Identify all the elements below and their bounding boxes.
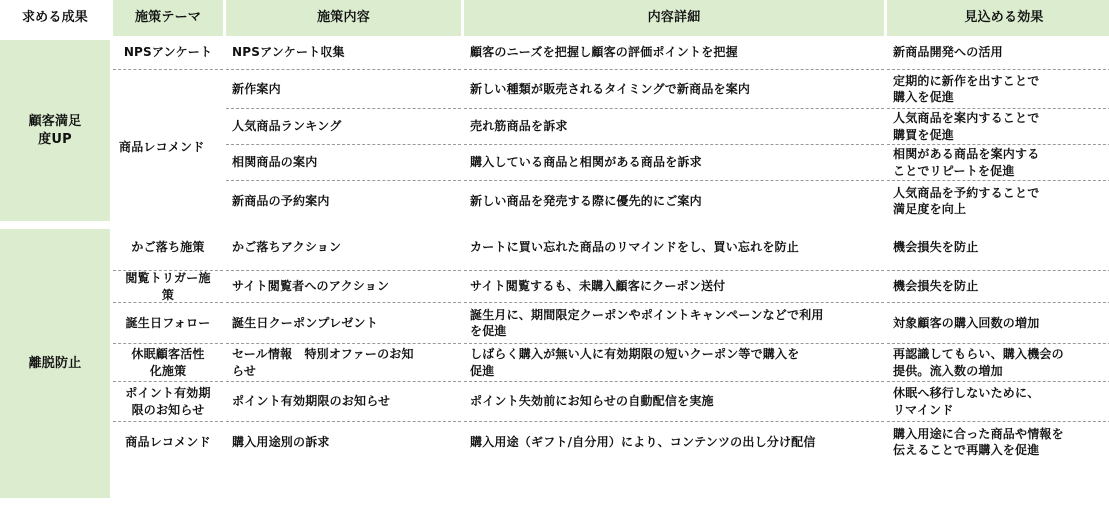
detail-cell: サイト閲覧するも、未購入顧客にクーポン送付 <box>464 271 884 303</box>
detail-cell: 購入している商品と相関がある商品を訴求 <box>464 145 884 181</box>
measure-cell: 相関商品の案内 <box>226 145 461 181</box>
effect-cell: 休眠へ移行しないために、 リマインド <box>887 382 1109 422</box>
header-theme: 施策テーマ <box>113 0 223 36</box>
detail-cell: カートに買い忘れた商品のリマインドをし、買い忘れを防止 <box>464 225 884 271</box>
measure-cell: セール情報 特別オファーのお知 らせ <box>226 344 461 382</box>
measure-cell: 購入用途別の訴求 <box>232 434 330 449</box>
effect-cell: 機会損失を防止 <box>887 271 1109 303</box>
theme-recommend-2: 商品レコメンド <box>125 434 211 449</box>
detail-cell: しばらく購入が無い人に有効期限の短いクーポン等で購入を 促進 <box>464 344 884 382</box>
header-measure: 施策内容 <box>226 0 461 36</box>
measure-cell: サイト閲覧者へのアクション <box>226 271 461 303</box>
theme-recommend: 商品レコメンド <box>119 140 205 155</box>
header-effect: 見込める効果 <box>887 0 1109 36</box>
effect-cell: 対象顧客の購入回数の増加 <box>887 303 1109 344</box>
detail-cell: 新しい種類が販売されるタイミングで新商品を案内 <box>464 70 884 109</box>
detail-cell: 誕生月に、期間限定クーポンやポイントキャンペーンなどで利用 を促進 <box>464 303 884 344</box>
goal-satisfaction: 顧客満足 度UP <box>0 40 110 221</box>
measure-cell: NPSアンケート収集 <box>226 36 461 70</box>
detail-cell: 顧客のニーズを把握し顧客の評価ポイントを把握 <box>464 36 884 70</box>
header-goal: 求める成果 <box>0 0 110 36</box>
detail-cell: ポイント失効前にお知らせの自動配信を実施 <box>464 382 884 422</box>
theme-birthday: 誕生日フォロー <box>113 303 223 344</box>
theme-nps: NPSアンケート <box>113 36 223 70</box>
header-detail: 内容詳細 <box>464 0 884 36</box>
theme-dormant: 休眠顧客活性 化施策 <box>113 344 223 382</box>
theme-cart: かご落ち施策 <box>113 225 223 271</box>
detail-cell: 新しい商品を発売する際に優先的にご案内 <box>464 181 884 225</box>
measure-cell: ポイント有効期限のお知らせ <box>226 382 461 422</box>
effect-cell: 購入用途に合った商品や情報を 伝えることで再購入を促進 <box>893 426 1064 457</box>
measure-cell: かご落ちアクション <box>226 225 461 271</box>
measure-cell: 新商品の予約案内 <box>226 181 461 225</box>
theme-browse-trigger: 閲覧トリガー施 策 <box>113 271 223 303</box>
effect-cell: 相関がある商品を案内する ことでリピートを促進 <box>887 145 1109 181</box>
effect-cell: 定期的に新作を出すことで 購入を促進 <box>887 70 1109 109</box>
effect-cell: 新商品開発への活用 <box>887 36 1109 70</box>
measure-cell: 誕生日クーポンプレゼント <box>226 303 461 344</box>
effect-cell: 再認識してもらい、購入機会の 提供。流入数の増加 <box>887 344 1109 382</box>
effect-cell: 人気商品を案内することで 購買を促進 <box>887 109 1109 145</box>
effect-cell: 機会損失を防止 <box>887 225 1109 271</box>
measure-cell: 人気商品ランキング <box>226 109 461 145</box>
detail-cell: 売れ筋商品を訴求 <box>464 109 884 145</box>
goal-churn-prevention: 離脱防止 <box>0 229 110 498</box>
measure-cell: 新作案内 <box>226 70 461 109</box>
effect-cell: 人気商品を予約することで 満足度を向上 <box>887 181 1109 225</box>
detail-cell: 購入用途（ギフト/自分用）により、コンテンツの出し分け配信 <box>470 434 816 449</box>
theme-point-expiry: ポイント有効期 限のお知らせ <box>113 382 223 422</box>
